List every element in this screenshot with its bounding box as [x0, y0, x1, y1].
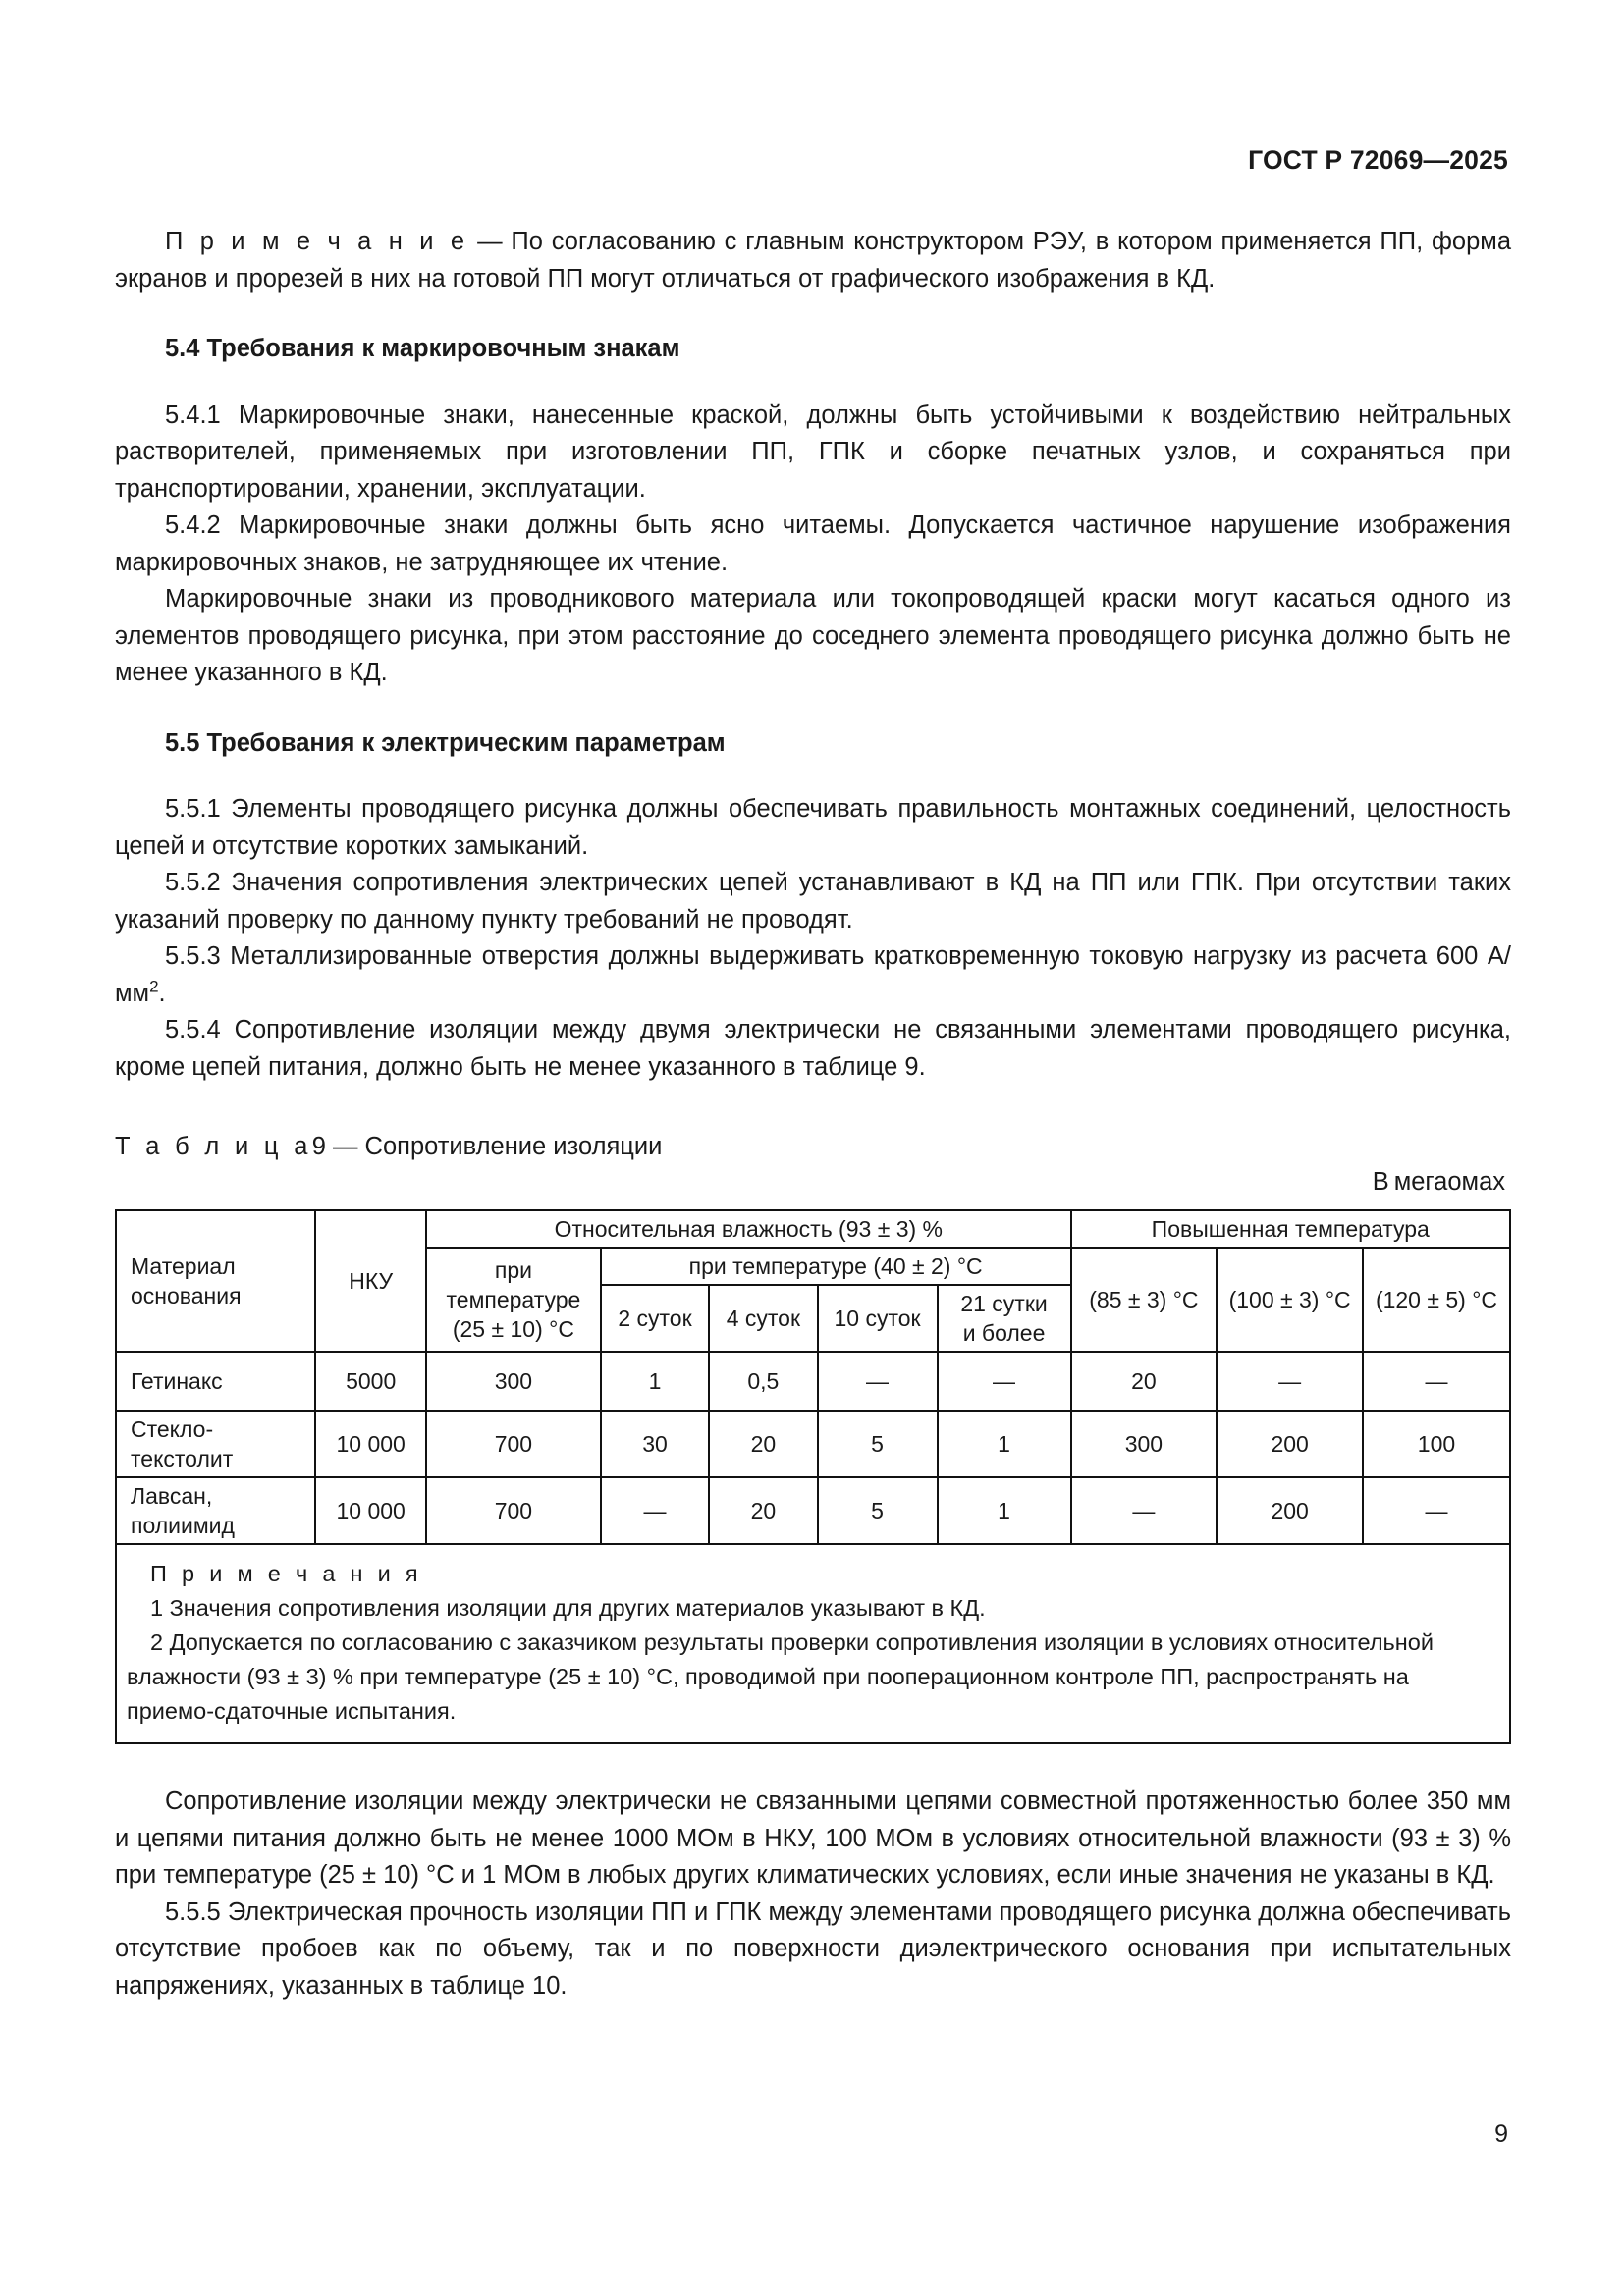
paragraph-5-4-3: Маркировочные знаки из проводникового материала или токопроводящей краски могут касаться одного из элементов проводящего рисунка, при этом расстояние до соседнего элемента проводящего рисунка должно быть не менее указанного в КД.: [115, 585, 1511, 686]
header-humidity-group: Относительная влажность (93 ± 3) %: [426, 1210, 1071, 1248]
cell-material: Стекло-текстолит: [116, 1411, 315, 1477]
header-temp-25-line1: при: [494, 1257, 532, 1283]
cell-t100: 200: [1217, 1477, 1363, 1544]
cell-h25-1h: 700: [426, 1477, 601, 1544]
header-duration-21-line2: и более: [962, 1320, 1046, 1346]
paragraph-after-table: Сопротивление изоляции между электрически не связанными цепями совместной протяженностью более 350 мм и цепями питания должно быть не менее 1000 МОм в НКУ, 100 МОм в условиях относительной влажности (93 ± 3) % при температуре (25 ± 10) °С и 1 МОм в любых других климатических условиях, если иные значения не указаны в КД.: [115, 1788, 1511, 1889]
cell-h40-4sut: 20: [709, 1411, 817, 1477]
table-note-1: 1 Значения сопротивления изоляции для других материалов указывают в КД.: [150, 1595, 986, 1621]
cell-t120: —: [1363, 1477, 1510, 1544]
paragraph-5-5-2: 5.5.2 Значения сопротивления электрических цепей устанавливают в КД на ПП или ГПК. При отсутствии таких указаний проверку по данному пункту требований не проводят.: [115, 869, 1511, 934]
cell-h40-10sut: —: [818, 1352, 938, 1411]
cell-t85: 300: [1071, 1411, 1218, 1477]
header-nku: НКУ: [315, 1210, 426, 1352]
paragraph-5-4-2: 5.4.2 Маркировочные знаки должны быть ясно читаемы. Допускается частичное нарушение изображения маркировочных знаков, не затрудняющее их чтение.: [115, 511, 1511, 576]
table-notes-cell: [116, 1544, 1510, 1743]
note-label: П р и м е ч а н и е: [165, 228, 469, 255]
header-material: Материал основания: [116, 1210, 315, 1352]
page-number: 9: [1494, 2120, 1508, 2148]
spacer: [115, 368, 1511, 398]
cell-t100: —: [1217, 1352, 1363, 1411]
cell-nku: 10 000: [315, 1477, 426, 1544]
table-caption-dash: —: [325, 1133, 365, 1160]
cell-h40-2sut: 30: [601, 1411, 709, 1477]
header-temp-40: при температуре (40 ± 2) °С: [601, 1248, 1071, 1285]
table-caption-title: Сопротивление изоляции: [364, 1133, 663, 1160]
table-header-row-1: [116, 1210, 1510, 1248]
cell-h40-2sut: 1: [601, 1352, 709, 1411]
table-note-2: 2 Допускается по согласованию с заказчиком результаты проверки сопротивления изоляции в условиях относительной влажности (93 ± 3) % при температуре (25 ± 10) °С, проводимой при пооперационном контроле ПП, распространять на приемо-сдаточные испытания.: [127, 1629, 1434, 1724]
superscript-squared: 2: [149, 977, 159, 995]
header-temp-85: (85 ± 3) °С: [1071, 1248, 1218, 1352]
header-duration-21-sutok: [938, 1285, 1071, 1352]
heading-5-5: 5.5 Требования к электрическим параметрам: [165, 728, 726, 757]
cell-h40-2sut: —: [601, 1477, 709, 1544]
header-temp-25-line3: (25 ± 10) °С: [452, 1316, 574, 1342]
table-notes-title: П р и м е ч а н и я: [150, 1561, 422, 1586]
cell-t100: 200: [1217, 1411, 1363, 1477]
paragraph-5-5-3: [115, 938, 1511, 1012]
table-row: [116, 1411, 1510, 1477]
header-temp-120: (120 ± 5) °С: [1363, 1248, 1510, 1352]
cell-h25-1h: 700: [426, 1411, 601, 1477]
note-intro-text: По согласованию с главным конструктором РЭУ, в котором применяется ПП, форма экранов и прорезей в них на готовой ПП могут отличаться от графического изображения в КД.: [115, 228, 1512, 293]
units-prefix: В: [1372, 1168, 1394, 1196]
paragraph-5-5-1: 5.5.1 Элементы проводящего рисунка должны обеспечивать правильность монтажных соединений, целостность цепей и отсутствие коротких замыканий.: [115, 795, 1511, 860]
cell-material: Гетинакс: [116, 1352, 315, 1411]
header-temp-25-line2: температуре: [446, 1287, 581, 1312]
spacer: [115, 1744, 1511, 1784]
spacer: [115, 692, 1511, 725]
header-elevated-temp-group: Повышенная температура: [1071, 1210, 1510, 1248]
cell-t120: —: [1363, 1352, 1510, 1411]
page-content: [115, 224, 1511, 2004]
header-duration-21-line1: 21 сутки: [960, 1291, 1048, 1316]
spacer: [115, 762, 1511, 791]
units-value: мегаомах: [1393, 1168, 1505, 1196]
paragraph-5-5-3-text: 5.5.3 Металлизированные отверстия должны выдерживать кратковременную токовую нагрузку из расчета 600 А/мм: [115, 942, 1511, 1007]
note-dash: —: [468, 228, 512, 255]
cell-nku: 10 000: [315, 1411, 426, 1477]
heading-5-4: 5.4 Требования к маркировочным знакам: [165, 335, 680, 362]
cell-h25-1h: 300: [426, 1352, 601, 1411]
table-row: [116, 1352, 1510, 1411]
cell-h40-21sut: 1: [938, 1477, 1071, 1544]
cell-h40-10sut: 5: [818, 1411, 938, 1477]
table-caption-number: 9: [311, 1133, 326, 1160]
header-duration-2-sutok: 2 суток: [601, 1285, 709, 1352]
paragraph-5-5-4: 5.5.4 Сопротивление изоляции между двумя электрически не связанными элементами проводящего рисунка, кроме цепей питания, должно быть не менее указанного в таблице 9.: [115, 1016, 1511, 1081]
spacer: [115, 1200, 1511, 1209]
paragraph-5-4-1: 5.4.1 Маркировочные знаки, нанесенные краской, должны быть устойчивыми к воздействию нейтральных растворителей, применяемых при изготовлении ПП, ГПК и сборке печатных узлов, и сохраняться при транспортировании, хранении, эксплуатации.: [115, 400, 1511, 503]
cell-t120: 100: [1363, 1411, 1510, 1477]
cell-h40-21sut: 1: [938, 1411, 1071, 1477]
cell-t85: —: [1071, 1477, 1218, 1544]
table-caption-label: Т а б л и ц а: [115, 1133, 312, 1160]
table-9-units: [115, 1164, 1511, 1200]
header-temp-25: [426, 1248, 601, 1352]
table-9-caption: [115, 1129, 1511, 1164]
cell-nku: 5000: [315, 1352, 426, 1411]
paragraph-note-intro: [115, 224, 1511, 297]
running-header-standard-number: ГОСТ Р 72069—2025: [1248, 145, 1508, 175]
table-notes-row: [116, 1544, 1510, 1743]
spacer: [115, 1086, 1511, 1129]
table-row: [116, 1477, 1510, 1544]
header-temp-100: (100 ± 3) °С: [1217, 1248, 1363, 1352]
header-duration-4-sutok: 4 суток: [709, 1285, 817, 1352]
cell-material: Лавсан, полиимид: [116, 1477, 315, 1544]
cell-h40-21sut: —: [938, 1352, 1071, 1411]
cell-h40-4sut: 20: [709, 1477, 817, 1544]
spacer: [115, 297, 1511, 331]
cell-h40-10sut: 5: [818, 1477, 938, 1544]
table-9-insulation-resistance: [115, 1209, 1511, 1744]
cell-h40-4sut: 0,5: [709, 1352, 817, 1411]
cell-t85: 20: [1071, 1352, 1218, 1411]
paragraph-5-5-3-period: .: [158, 979, 166, 1007]
header-duration-10-sutok: 10 суток: [818, 1285, 938, 1352]
paragraph-5-5-5: 5.5.5 Электрическая прочность изоляции ПП и ГПК между элементами проводящего рисунка должна обеспечивать отсутствие пробоев как по объему, так и по поверхности диэлектрического основания при испытательных напряжениях, указанных в таблице 10.: [115, 1897, 1511, 2000]
